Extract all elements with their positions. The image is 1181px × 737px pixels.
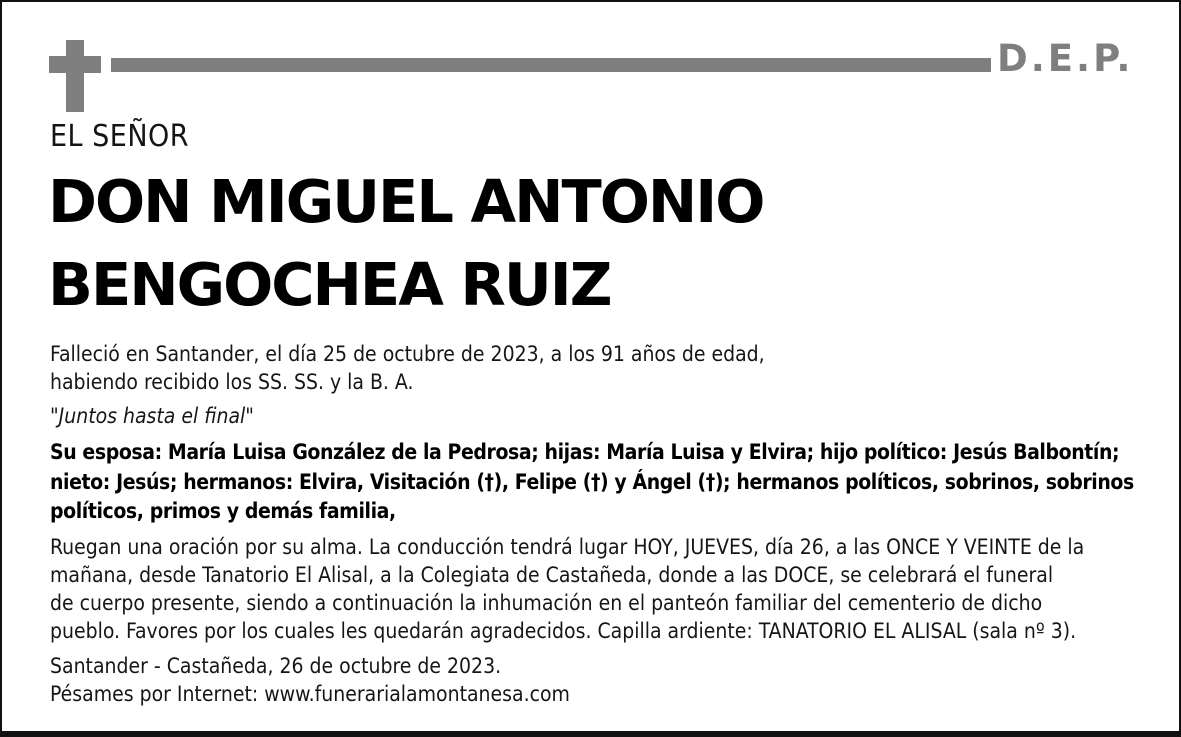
ceremony-line4: pueblo. Favores por los cuales les quedarán agradecidos. Capilla ardiente: TANATORIO EL ALISAL (sala nº 3). xyxy=(50,619,1077,643)
header-rule xyxy=(111,58,991,72)
death-info-line2: habiendo recibido los SS. SS. y la B. A. xyxy=(50,370,414,394)
cross-icon xyxy=(66,40,84,112)
quote: "Juntos hasta el final" xyxy=(50,404,254,428)
family-line2: nieto: Jesús; hermanos: Elvira, Visitación (†), Felipe (†) y Ángel (†); hermanos políticos, sobrinos, sobrinos xyxy=(50,470,1134,494)
deceased-name-line1: DON MIGUEL ANTONIO xyxy=(48,167,764,236)
condolences-link: Pésames por Internet: www.funerarialamontanesa.com xyxy=(50,682,570,706)
dep-label: D.E.P. xyxy=(997,37,1134,80)
cross-icon-bar xyxy=(49,56,101,73)
honorific-title: EL SEÑOR xyxy=(50,119,190,154)
family-line1: Su esposa: María Luisa González de la Pedrosa; hijas: María Luisa y Elvira; hijo político: Jesús Balbontín; xyxy=(50,440,1120,464)
family-line3: políticos, primos y demás familia, xyxy=(50,499,396,523)
place-date: Santander - Castañeda, 26 de octubre de 2023. xyxy=(50,654,502,678)
ceremony-line2: mañana, desde Tanatorio El Alisal, a la Colegiata de Castañeda, donde a las DOCE, se celebrará el funeral xyxy=(50,563,1054,587)
ceremony-line1: Ruegan una oración por su alma. La conducción tendrá lugar HOY, JUEVES, día 26, a las ONCE Y VEINTE de la xyxy=(50,535,1085,559)
death-info-line1: Falleció en Santander, el día 25 de octubre de 2023, a los 91 años de edad, xyxy=(50,342,765,366)
deceased-name-line2: BENGOCHEA RUIZ xyxy=(48,250,611,319)
ceremony-line3: de cuerpo presente, siendo a continuación la inhumación en el panteón familiar del cementerio de dicho xyxy=(50,591,1043,615)
